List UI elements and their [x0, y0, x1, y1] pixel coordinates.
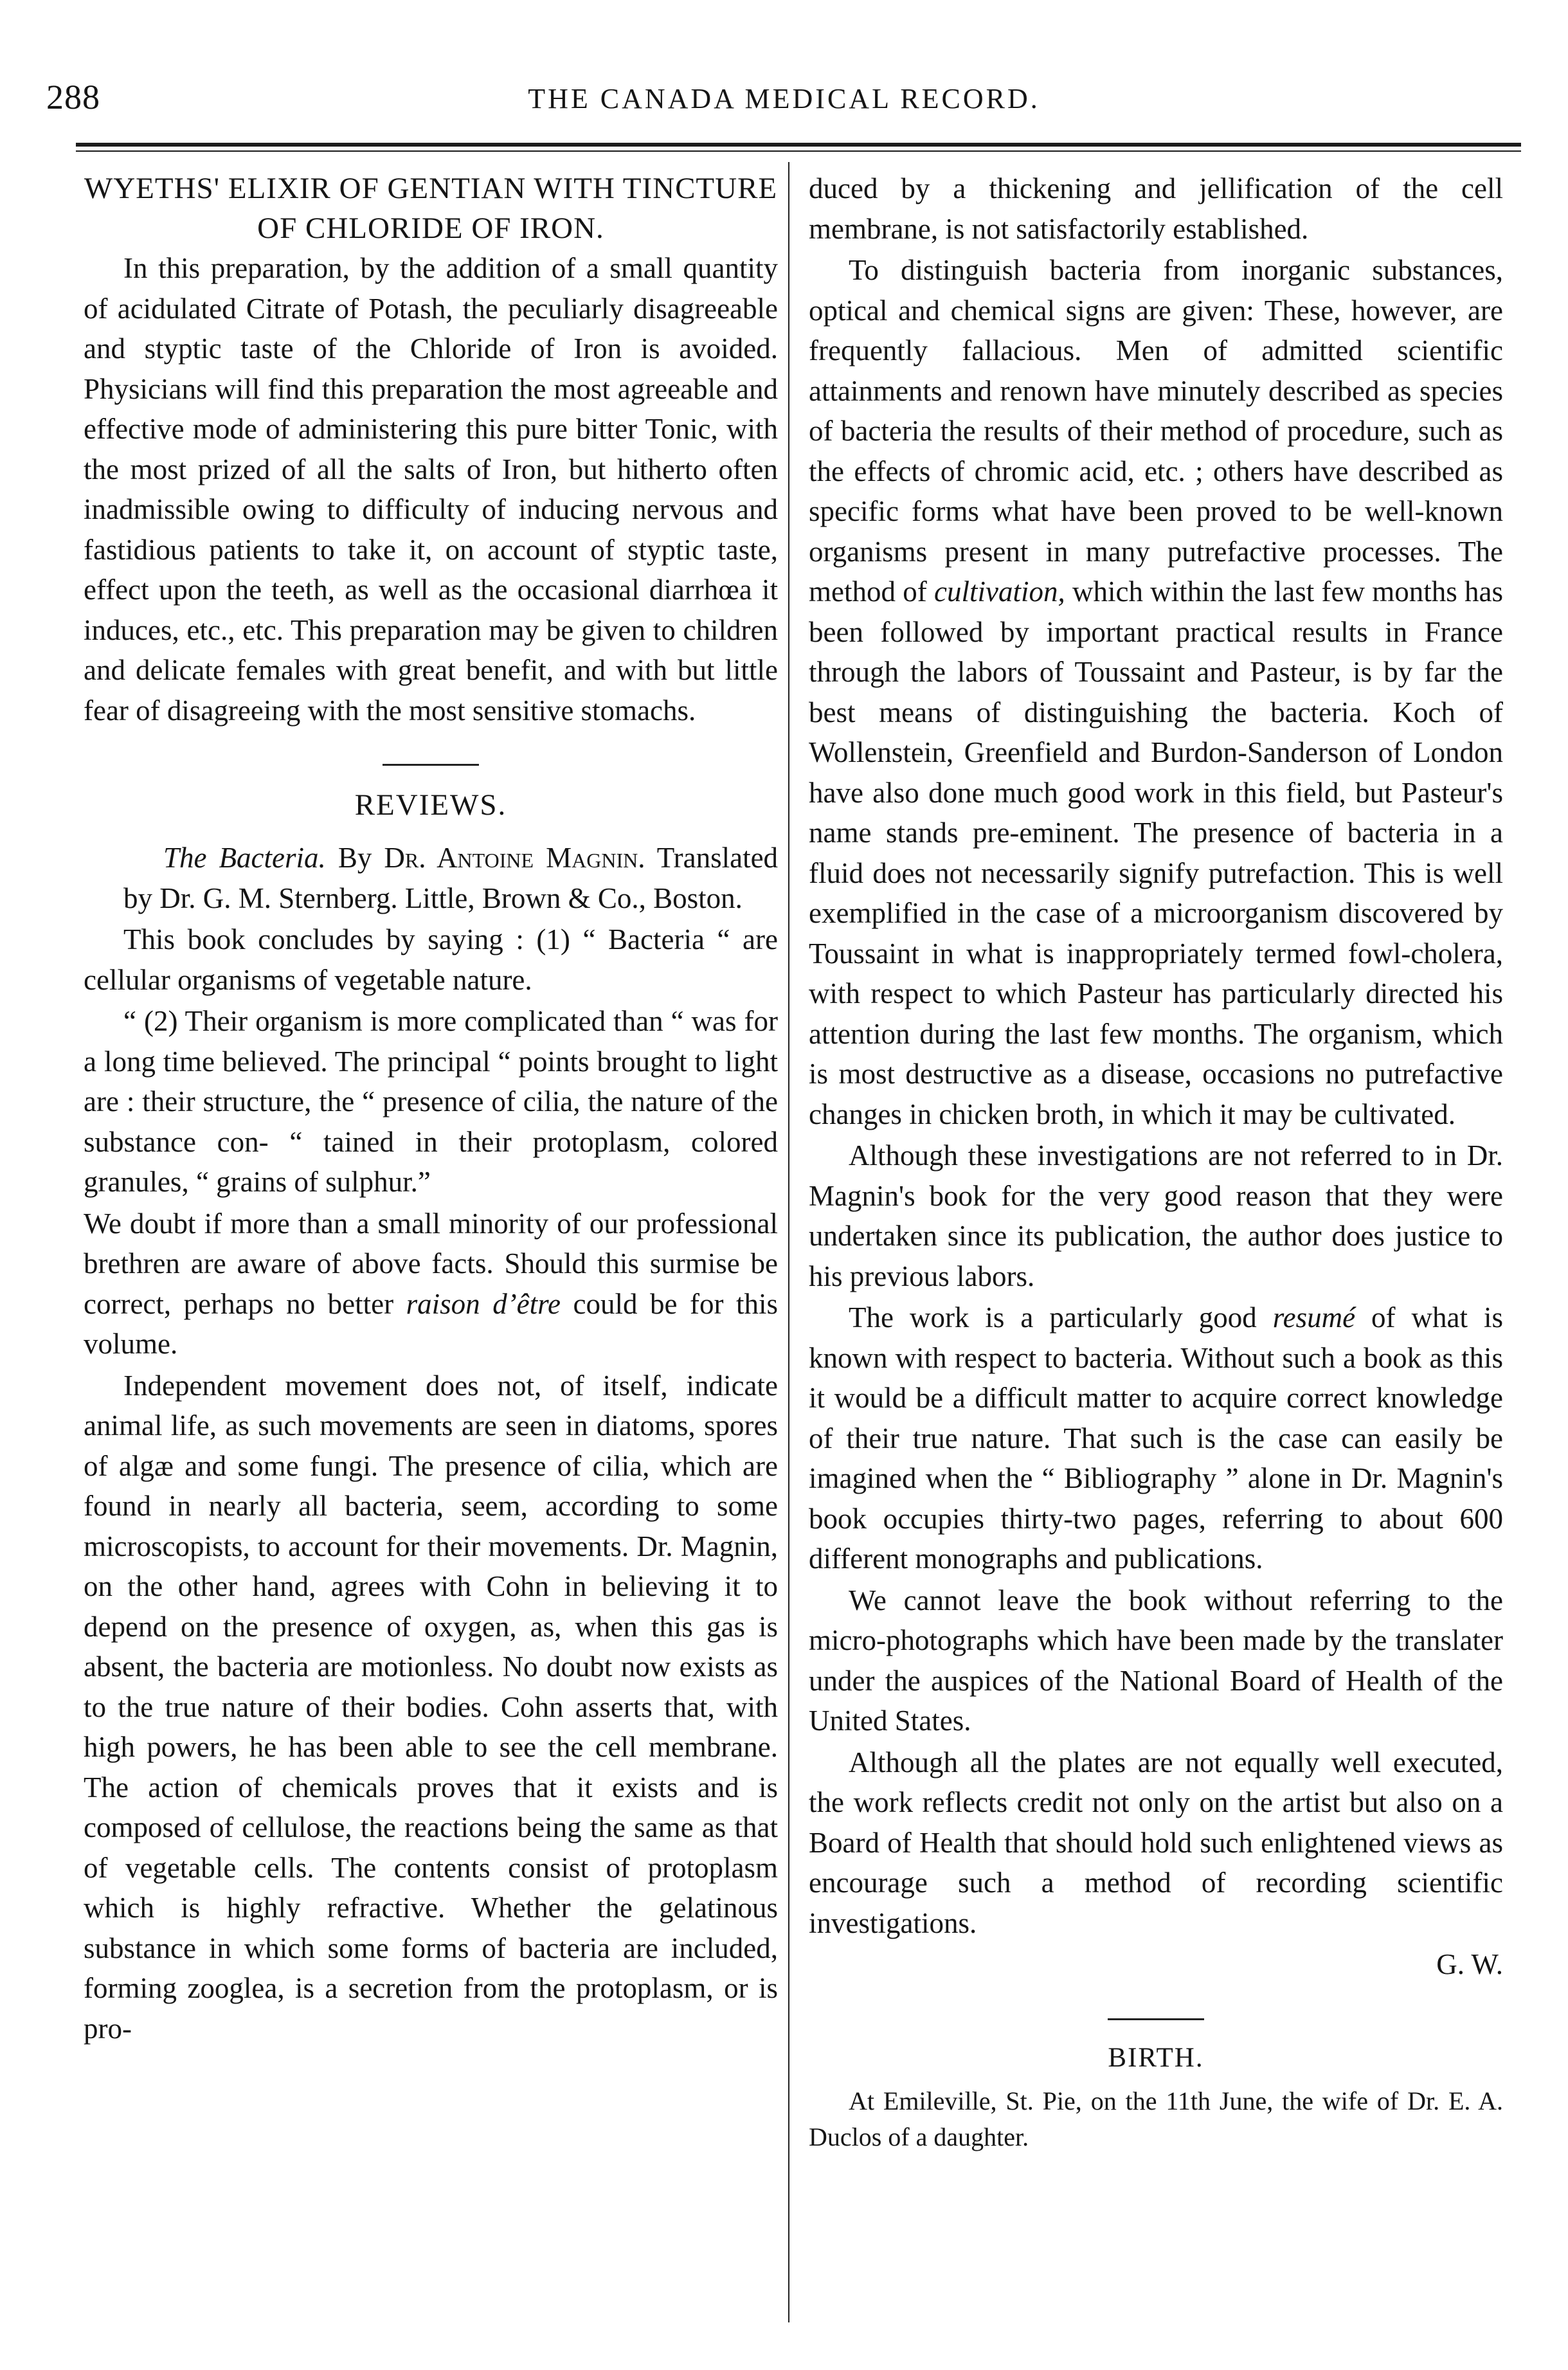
- section-divider-rule: [383, 764, 479, 766]
- raison-detre-tail: could be for this volume.: [84, 1287, 779, 1360]
- review-paragraph-text: We doubt if more than a small minority of our professional brethren are aware of above facts. Should this surmise be correct, perhaps no better: [84, 1207, 778, 1320]
- header-rule-thin: [76, 150, 1521, 152]
- review-book-title: The Bacteria.: [163, 842, 326, 874]
- review-paragraph: Independent movement does not, of itself, indicate animal life, as such movements are seen in diatoms, spores of algæ and some fungi. The presence of cilia, which are found in nearly all bacteria, seem, according to some microscopists, to account for their movements. Dr. Magnin, on the other hand, agrees with Cohn in believing it to depend on the presence of oxygen, as, when this gas is absent, the bacteria are motionless. No doubt now exists as to the true nature of their bodies. Cohn asserts that, with high powers, he has been able to see the cell membrane. The action of chemicals proves that it exists and is composed of cellulose, the reactions being the same as that of vegetable cells. The contents consist of protoplasm which is highly refractive. Whether the gelatinous substance in which some forms of bacteria are included, forming zooglea, is a secretion from the protoplasm, or is pro-: [84, 1369, 778, 2045]
- resume-italic: resumé: [1272, 1301, 1356, 1334]
- review-paragraph-text: which within the last few months has been followed by important practical results in France through the labors of Toussaint and Pasteur, is by far the best means of distinguishing the bacteria. Koch of Wollenstein, Greenfield and Burdon-Sanderson of London have also done much good work in this field, but Pasteur's name stands pre-eminent. The presence of bacteria in a fluid does not necessarily signify putrefaction. This is well exemplified in the case of a microorganism discovered by Toussaint in what is inappropriately termed fowl-cholera, with respect to which Pasteur has particularly directed his attention during the last few months. The organism, which is most destructive as a disease, occasions no putrefactive changes in chicken broth, in which it may be cultivated.: [809, 575, 1504, 1130]
- article-body: In this preparation, by the addition of a small quantity of acidulated Citrate of Potash, the peculiarly disagreeable and styptic taste of the Chloride of Iron is avoided. Physicians will find this preparation the most agreeable and effective mode of administering this pure bitter Tonic, with the most prized of all the salts of Iron, but hitherto often inadmissible owing to difficulty of inducing nervous and fastidious patients to take it, on account of styptic taste, effect upon the teeth, as well as the occasional diarrhœa it induces, etc., etc. This preparation may be given to children and delicate females with great benefit, and with but little fear of disagreeing with the most sensitive stomachs.: [84, 252, 778, 727]
- reviews-heading: REVIEWS.: [354, 788, 507, 822]
- review-by: By: [338, 842, 372, 874]
- page-number: 288: [46, 78, 100, 116]
- review-paragraph: Although these investigations are not referred to in Dr. Magnin's book for the very good reason that they were undertaken since its publication, the author does justice to his previous labors.: [809, 1139, 1503, 1292]
- review-paragraph-text: The work is a particularly good: [849, 1301, 1273, 1334]
- raison-detre-italic: raison d’être: [406, 1287, 561, 1320]
- review-paragraph: Although all the plates are not equally well executed, the work reflects credit not only on the artist but also on a Board of Health that should hold such enlightened views as encourage such a method of recording scientific investigations.: [809, 1746, 1503, 1939]
- right-column: [809, 168, 1503, 2155]
- review-citation: [84, 838, 778, 918]
- review-paragraph: [809, 250, 1503, 1134]
- header-rule-heavy: [76, 143, 1521, 147]
- birth-notice: At Emileville, St. Pie, on the 11th June, the wife of Dr. E. A. Duclos of a daughter.: [809, 2086, 1503, 2151]
- column-divider: [788, 162, 789, 2322]
- review-paragraph: “ (2) Their organism is more complicated than “ was for a long time believed. The principal “ points brought to light are : their structure, the “ presence of cilia, the nature of the substance con- “ tained in their protoplasm, colored granules, “ grains of sulphur.”: [84, 1005, 778, 1198]
- review-publication: Translated by Dr. G. M. Sternberg. Little, Brown & Co., Boston.: [123, 842, 779, 914]
- review-signature: G. W.: [1436, 1948, 1503, 1980]
- running-head: [0, 77, 1568, 129]
- continued-paragraph: duced by a thickening and jellification of the cell membrane, is not satisfactorily established.: [809, 172, 1503, 245]
- birth-heading: BIRTH.: [1108, 2042, 1204, 2073]
- birth-divider-rule: [1108, 2018, 1204, 2020]
- review-paragraph: We cannot leave the book without referring to the micro-photographs which have been made by the translater under the auspices of the National Board of Health of the United States.: [809, 1584, 1503, 1737]
- left-column: [84, 168, 778, 2049]
- article-title: WYETHS' ELIXIR OF GENTIAN WITH TINCTURE OF CHLORIDE OF IRON.: [84, 172, 778, 245]
- journal-title: THE CANADA MEDICAL RECORD.: [528, 83, 1040, 114]
- review-paragraph: This book concludes by saying : (1) “ Bacteria “ are cellular organisms of vegetable nature.: [84, 923, 778, 996]
- cultivation-italic: cultivation,: [934, 575, 1065, 608]
- review-paragraph: [84, 1204, 778, 1364]
- review-paragraph-text: To distinguish bacteria from inorganic substances, optical and chemical signs are given: These, however, are frequently fallacious. Men of admitted scientific attainments and renown have minutely described as species of bacteria the results of their method of procedure, such as the effects of chromic acid, etc. ; others have described as specific forms what have been proved to be well-known organisms present in many putrefactive processes. The method of: [809, 254, 1503, 608]
- review-author: Dr. Antoine Magnin.: [384, 842, 645, 874]
- review-paragraph-text: of what is known with respect to bacteria. Without such a book as this it would be a difficult matter to acquire correct knowledge of their true nature. That such is the case can easily be imagined when the “ Bibliography ” alone in Dr. Magnin's book occupies thirty-two pages, referring to about 600 different monographs and publications.: [809, 1301, 1503, 1575]
- review-paragraph: [809, 1298, 1503, 1579]
